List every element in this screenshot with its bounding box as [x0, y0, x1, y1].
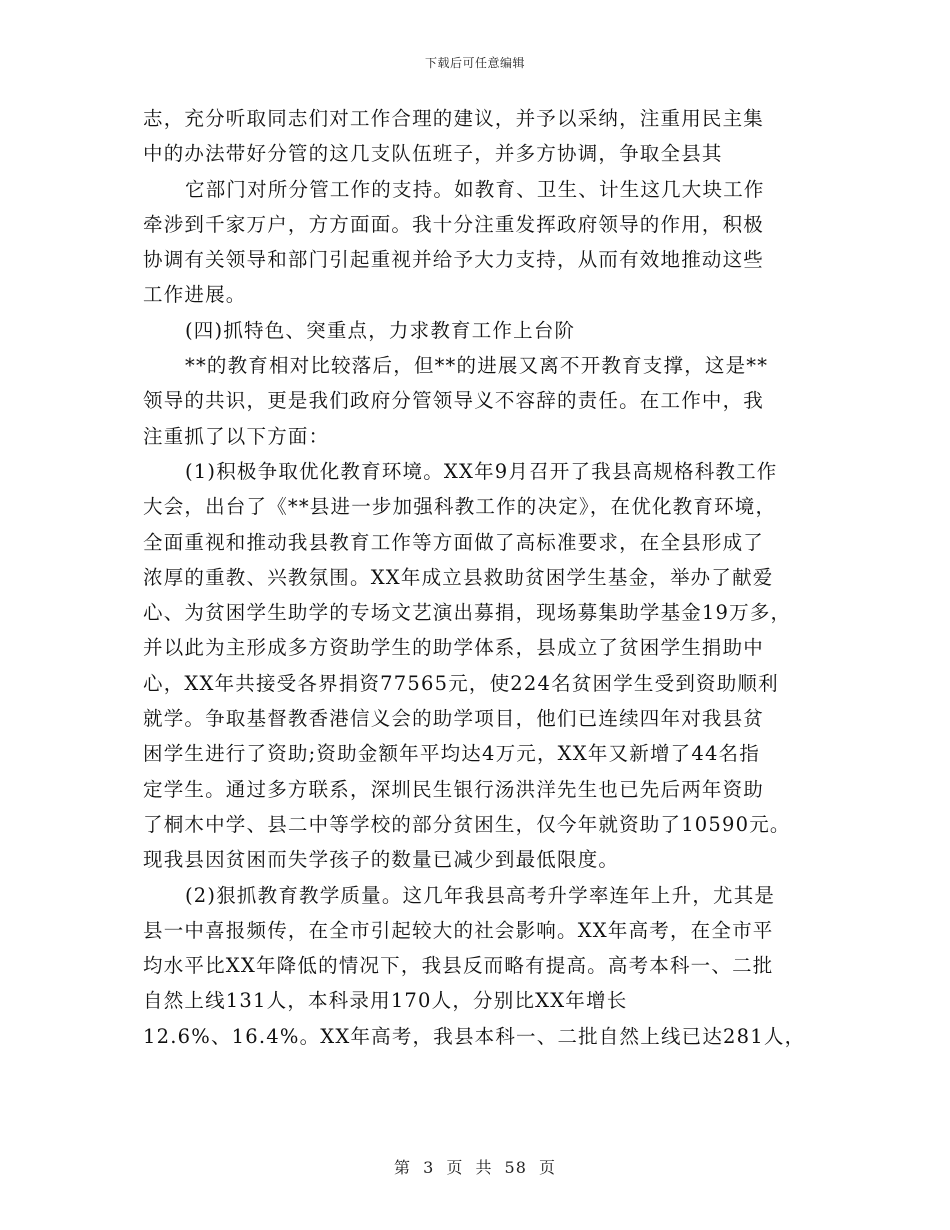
text-line: (2)狠抓教育教学质量。这几年我县高考升学率连年上升，尤其是 [185, 883, 776, 907]
text-line: 中的办法带好分管的这几支队伍班子，并多方协调，争取全县其 [143, 142, 723, 166]
text-line: 它部门对所分管工作的支持。如教育、卫生、计生这几大块工作 [185, 177, 765, 201]
text-line: 全面重视和推动我县教育工作等方面做了高标准要求，在全县形成了 [143, 530, 765, 554]
page-header: 下载后可任意编辑 [424, 56, 525, 70]
text-line: 了桐木中学、县二中等学校的部分贫困生，仅今年就资助了10590元。 [143, 812, 791, 836]
text-line: (1)积极争取优化教育环境。XX年9月召开了我县高规格科教工作 [185, 459, 778, 483]
text-line: 大会，出台了《**县进一步加强科教工作的决定》，在优化教育环境， [143, 495, 777, 519]
text-line: 志，充分听取同志们对工作合理的建议，并予以采纳，注重用民主集 [143, 107, 765, 130]
text-line: **的教育相对比较落后，但**的进展又离不开教育支撑，这是** [185, 354, 769, 378]
page-footer: 第 3 页 共 58 页 [394, 1158, 556, 1177]
text-line: 领导的共识，更是我们政府分管领导义不容辞的责任。在工作中，我 [143, 389, 765, 413]
text-line: 协调有关领导和部门引起重视并给予大力支持，从而有效地推动这些 [143, 248, 765, 272]
text-line: 现我县因贫困而失学孩子的数量已减少到最低限度。 [143, 848, 620, 872]
document-body [143, 101, 813, 1054]
text-line: 并以此为主形成多方资助学生的助学体系，县成立了贫困学生捐助中 [143, 636, 765, 660]
text-line: (四)抓特色、突重点，力求教育工作上台阶 [185, 318, 576, 342]
text-line: 定学生。通过多方联系，深圳民生银行汤洪洋先生也已先后两年资助 [143, 777, 765, 801]
text-line: 牵涉到千家万户，方方面面。我十分注重发挥政府领导的作用，积极 [143, 212, 765, 236]
text-line: 困学生进行了资助;资助金额年平均达4万元，XX年又新增了44名指 [143, 742, 760, 766]
text-line: 县一中喜报频传，在全市引起较大的社会影响。XX年高考，在全市平 [143, 918, 774, 942]
text-line: 心、为贫困学生助学的专场文艺演出募捐，现场募集助学基金19万多， [143, 601, 792, 625]
text-line: 工作进展。 [143, 283, 247, 307]
text-line: 浓厚的重教、兴教氛围。XX年成立县救助贫困学生基金，举办了献爱 [143, 565, 774, 589]
text-line: 就学。争取基督教香港信义会的助学项目，他们已连续四年对我县贫 [143, 707, 765, 731]
text-line: 注重抓了以下方面： [143, 424, 330, 448]
text-line: 心，XX年共接受各界捐资77565元，使224名贫困学生受到资助顺利 [143, 671, 779, 695]
text-line: 均水平比XX年降低的情况下，我县反而略有提高。高考本科一、二批 [143, 954, 774, 978]
text-line: 自然上线131人，本科录用170人，分别比XX年增长 [143, 989, 628, 1013]
text-line: 12.6%、16.4%。XX年高考，我县本科一、二批自然上线已达281人， [143, 1024, 806, 1048]
